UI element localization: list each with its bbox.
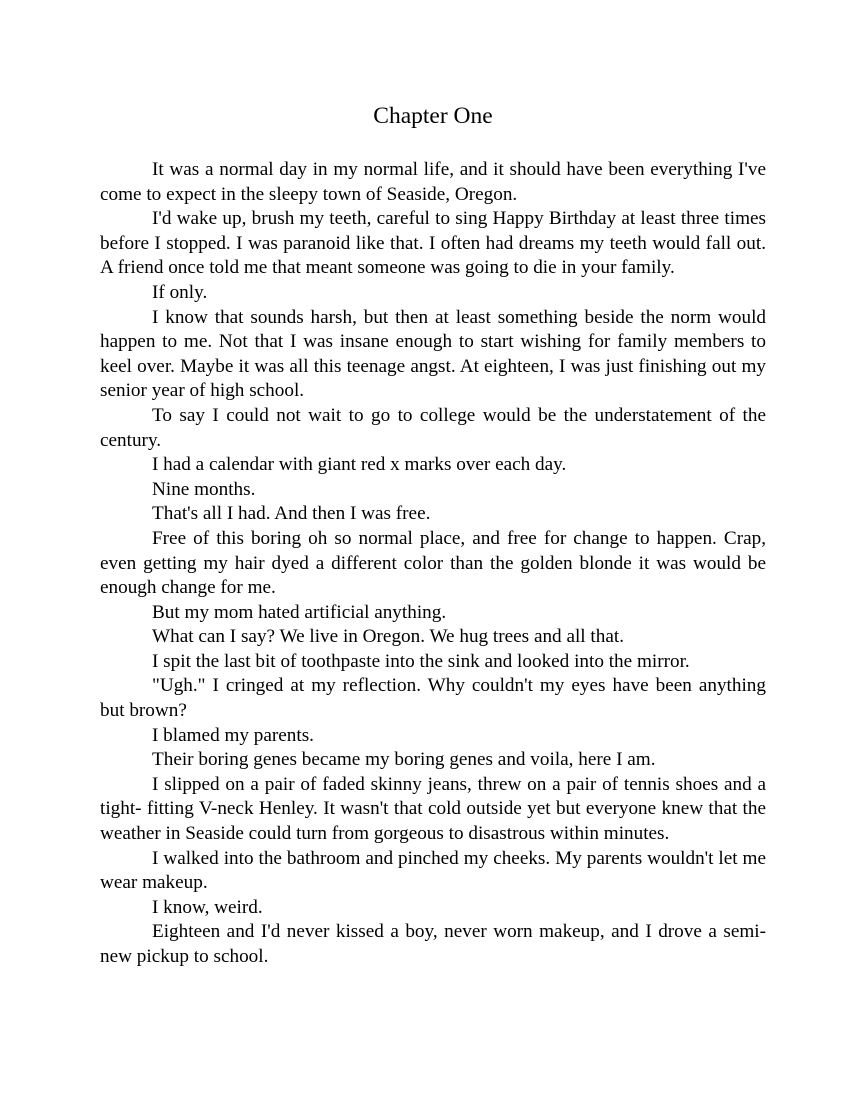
paragraph: I slipped on a pair of faded skinny jeans, threw on a pair of tennis shoes and a tight- fitting V-neck Henley. It wasn't that cold outside yet but everyone knew that the weather in Seaside could turn from gorgeous to disastrous within minutes. xyxy=(100,773,766,845)
paragraph: I spit the last bit of toothpaste into the sink and looked into the mirror. xyxy=(152,650,690,672)
paragraph: What can I say? We live in Oregon. We hug trees and all that. xyxy=(152,626,624,648)
paragraph: Eighteen and I'd never kissed a boy, never worn makeup, and I drove a semi-new pickup to school. xyxy=(100,921,766,967)
paragraph: But my mom hated artificial anything. xyxy=(152,601,447,623)
chapter-title: Chapter One xyxy=(373,103,493,129)
paragraph: I'd wake up, brush my teeth, careful to sing Happy Birthday at least three times before I stopped. I was paranoid like that. I often had dreams my teeth would fall out. A friend once told me that meant someone was going to die in your family. xyxy=(100,208,766,279)
paragraph: If only. xyxy=(152,281,208,303)
paragraph: I walked into the bathroom and pinched my cheeks. My parents wouldn't let me wear makeup. xyxy=(100,847,766,894)
paragraph: I know that sounds harsh, but then at least something beside the norm would happen to me. Not that I was insane enough to start wishing for family members to keel over. Maybe it was all this teenage angst. At eighteen, I was just finishing out my senior year of high school. xyxy=(100,306,766,402)
paragraph: I know, weird. xyxy=(152,896,263,918)
paragraph: I had a calendar with giant red x marks over each day. xyxy=(152,454,567,476)
paragraph: Nine months. xyxy=(152,478,256,500)
paragraph: It was a normal day in my normal life, and it should have been everything I've come to expect in the sleepy town of Seaside, Oregon. xyxy=(100,159,766,205)
paragraph: To say I could not wait to go to college would be the understatement of the century. xyxy=(100,404,766,451)
paragraph: Free of this boring oh so normal place, and free for change to happen. Crap, even getting my hair dyed a different color than the golden blonde it was would be enough change for me. xyxy=(100,527,766,599)
paragraph: I blamed my parents. xyxy=(152,724,314,746)
paragraph: That's all I had. And then I was free. xyxy=(152,503,431,525)
paragraph: "Ugh." I cringed at my reflection. Why couldn't my eyes have been anything but brown? xyxy=(100,675,766,722)
chapter-body xyxy=(100,158,766,970)
paragraph: Their boring genes became my boring genes and voila, here I am. xyxy=(152,749,656,771)
